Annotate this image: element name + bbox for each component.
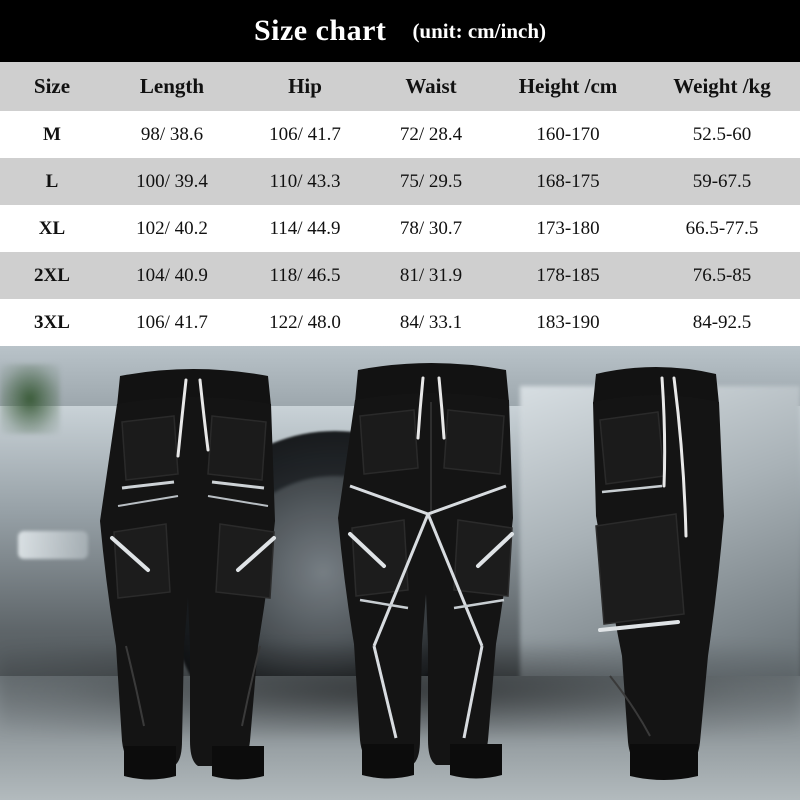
cell-size: 3XL [0,299,104,346]
product-photo [0,346,800,800]
cell-size: M [0,111,104,158]
cell-waist: 84/ 33.1 [370,299,492,346]
cell-height: 160-170 [492,111,644,158]
table-row [0,299,800,346]
cell-length: 104/ 40.9 [104,252,240,299]
cell-height: 173-180 [492,205,644,252]
column-header-size: Size [0,62,104,111]
cell-waist: 78/ 30.7 [370,205,492,252]
cell-size: XL [0,205,104,252]
pants-front-view [78,346,308,796]
cell-size: 2XL [0,252,104,299]
cell-height: 178-185 [492,252,644,299]
cell-length: 106/ 41.7 [104,299,240,346]
table-body [0,111,800,346]
cell-weight: 76.5-85 [644,252,800,299]
background-palm-tree [0,364,60,434]
cell-hip: 122/ 48.0 [240,299,370,346]
cell-weight: 84-92.5 [644,299,800,346]
table-header [0,62,800,111]
table-row [0,111,800,158]
cell-hip: 106/ 41.7 [240,111,370,158]
table-header-row [0,62,800,111]
cell-length: 98/ 38.6 [104,111,240,158]
cell-size: L [0,158,104,205]
page-title: Size chart [253,14,387,47]
table-row [0,205,800,252]
cell-waist: 81/ 31.9 [370,252,492,299]
pants-side-view [566,346,746,796]
cell-waist: 75/ 29.5 [370,158,492,205]
column-header-weight: Weight /kg [644,62,800,111]
cell-length: 102/ 40.2 [104,205,240,252]
cell-weight: 59-67.5 [644,158,800,205]
cell-hip: 118/ 46.5 [240,252,370,299]
title-bar [0,0,800,62]
table-row [0,252,800,299]
cell-waist: 72/ 28.4 [370,111,492,158]
cell-hip: 114/ 44.9 [240,205,370,252]
cell-height: 183-190 [492,299,644,346]
cell-weight: 66.5-77.5 [644,205,800,252]
table-row [0,158,800,205]
column-header-hip: Hip [240,62,370,111]
size-chart-table [0,62,800,346]
column-header-waist: Waist [370,62,492,111]
cell-length: 100/ 39.4 [104,158,240,205]
cell-weight: 52.5-60 [644,111,800,158]
column-header-length: Length [104,62,240,111]
cell-hip: 110/ 43.3 [240,158,370,205]
pants-back-view [316,346,546,796]
unit-note: (unit: cm/inch) [412,18,547,43]
cell-height: 168-175 [492,158,644,205]
column-header-height: Height /cm [492,62,644,111]
